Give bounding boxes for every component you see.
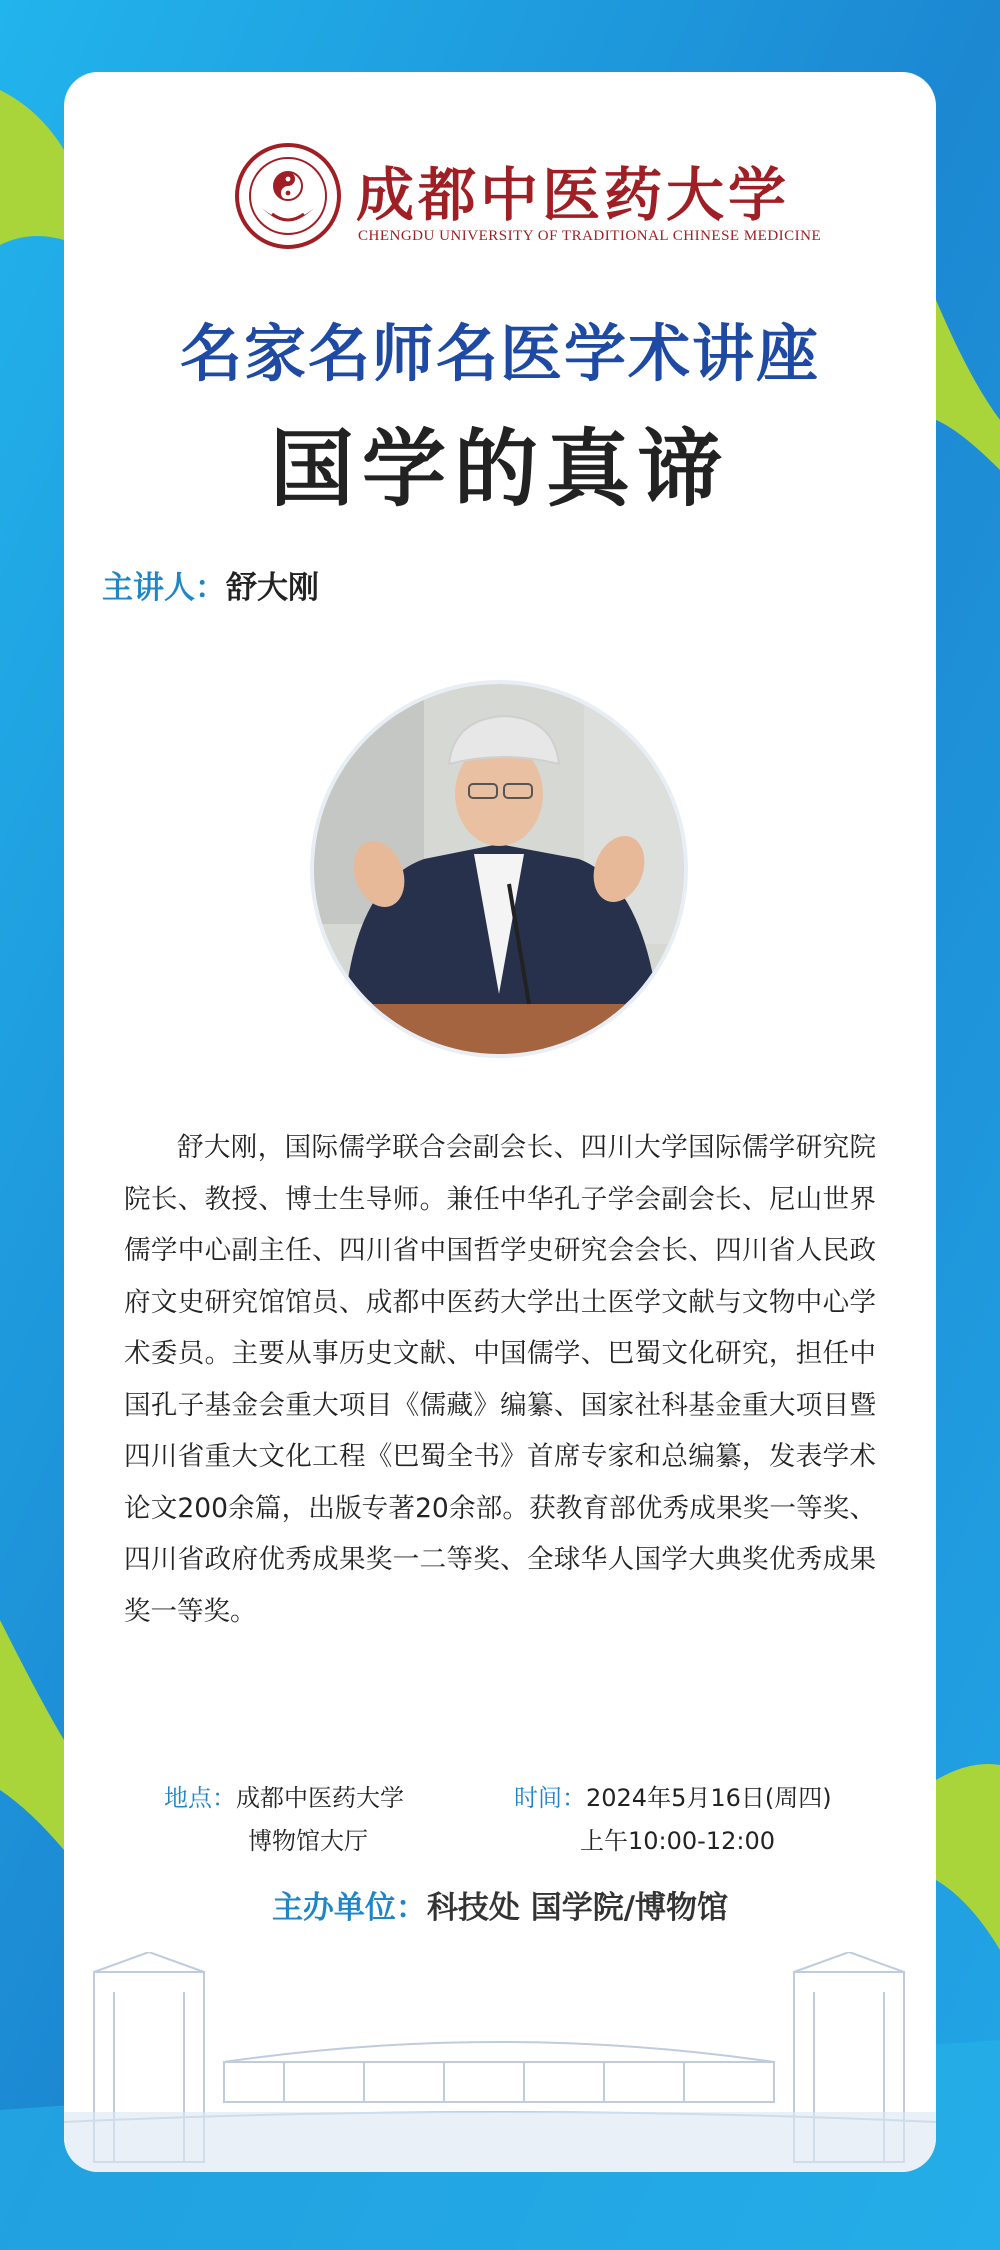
campus-illustration xyxy=(64,1952,936,2172)
place-line2: 博物馆大厅 xyxy=(248,1827,368,1855)
series-title: 名家名师名医学术讲座 xyxy=(179,317,820,390)
speaker-bio: 舒大刚，国际儒学联合会副会长、四川大学国际儒学研究院院长、教授、博士生导师。兼任中华孔子学会副会长、尼山世界儒学中心副主任、四川省中国哲学史研究会会长、四川省人民政府文史研究馆馆员、成都中医药大学出土医学文献与文物中心学术委员。主要从事历史文献、中国儒学、巴蜀文化研究，担任中国孔子基金会重大项目《儒藏》编纂、国家社科基金重大项目暨四川省重大文化工程《巴蜀全书》首席专家和总编纂，发表学术论文200余篇，出版专著20余部。获教育部优秀成果奖一等奖、四川省政府优秀成果奖一二等奖、全球华人国学大典奖优秀成果奖一等奖。 xyxy=(124,1132,876,1627)
university-emblem-icon xyxy=(234,142,342,250)
place-line1: 成都中医药大学 xyxy=(236,1784,404,1812)
organizer-value: 科技处 国学院/博物馆 xyxy=(426,1890,729,1926)
time-info xyxy=(514,1777,832,1863)
university-name-en: CHENGDU UNIVERSITY OF TRADITIONAL CHINESE MEDICINE xyxy=(358,228,822,244)
speaker-label: 主讲人： xyxy=(102,570,226,606)
speaker-name: 舒大刚 xyxy=(226,570,319,606)
university-name-cn: 成都中医药大学 xyxy=(356,161,791,229)
time-line1: 2024年5月16日(周四) xyxy=(586,1784,832,1812)
lecture-title: 国学的真谛 xyxy=(269,420,730,518)
poster-card xyxy=(64,72,936,2172)
speaker-line xyxy=(102,562,319,607)
organizer-line xyxy=(64,1882,936,1927)
organizer-label: 主办单位： xyxy=(271,1890,427,1926)
speaker-photo xyxy=(314,684,684,1054)
university-logo xyxy=(234,142,834,282)
time-label: 时间： xyxy=(514,1784,586,1812)
time-line2: 上午10:00-12:00 xyxy=(580,1827,775,1855)
place-label: 地点： xyxy=(164,1784,236,1812)
place-info xyxy=(164,1777,404,1863)
